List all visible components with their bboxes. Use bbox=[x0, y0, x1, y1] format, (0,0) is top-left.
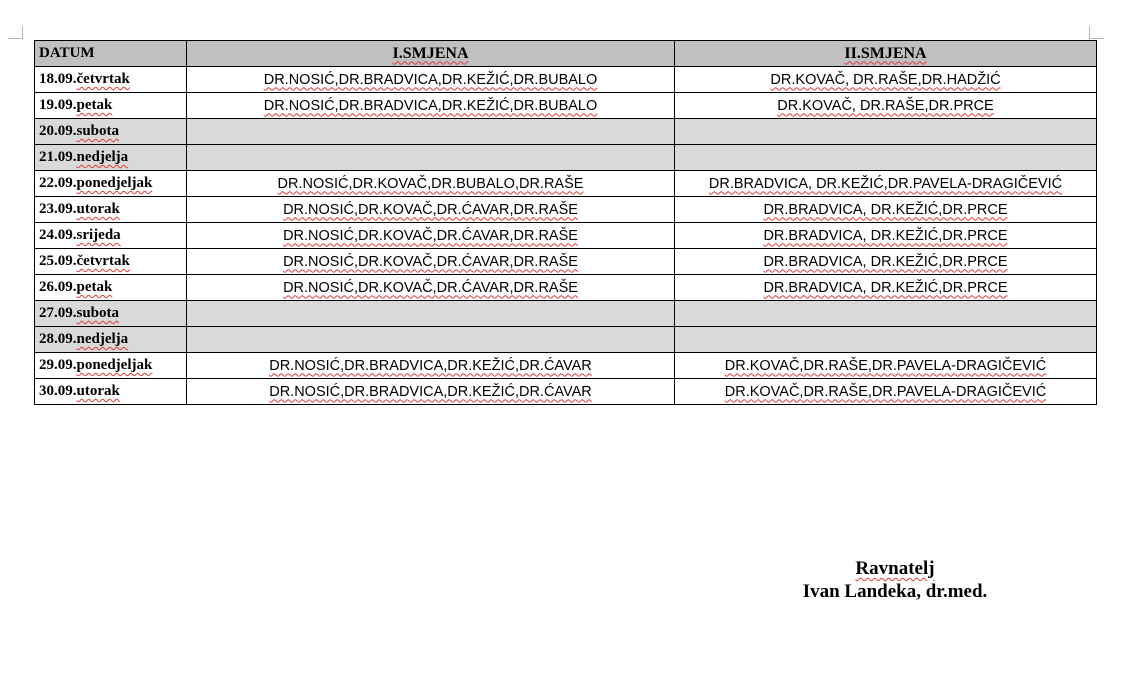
shift-1-cell bbox=[187, 249, 675, 275]
day-name: subota bbox=[76, 305, 120, 321]
shift-2-doctors: DR.KOVAČ,DR.RAŠE,DR.PAVELA-DRAGIČEVIĆ bbox=[724, 357, 1047, 374]
shift-1-cell bbox=[187, 223, 675, 249]
shift-1-doctors: DR.NOSIĆ,DR.BRADVICA,DR.KEŽIĆ,DR.BUBALO bbox=[263, 97, 598, 114]
shift-2-cell bbox=[675, 93, 1097, 119]
date-number: 18.09. bbox=[39, 71, 77, 87]
date-number: 24.09. bbox=[39, 227, 77, 243]
shift-2-cell bbox=[675, 249, 1097, 275]
shift-1-cell bbox=[187, 301, 675, 327]
day-name: petak bbox=[76, 97, 113, 113]
shift-2-doctors: DR.BRADVICA, DR.KEŽIĆ,DR.PRCE bbox=[763, 253, 1008, 270]
shift-2-doctors: DR.BRADVICA, DR.KEŽIĆ,DR.PRCE bbox=[763, 227, 1008, 244]
shift-2-doctors: DR.KOVAČ, DR.RAŠE,DR.PRCE bbox=[777, 97, 994, 114]
table-row bbox=[35, 275, 1097, 301]
shift-2-doctors: DR.KOVAČ,DR.RAŠE,DR.PAVELA-DRAGIČEVIĆ bbox=[724, 383, 1047, 400]
shift-1-cell bbox=[187, 353, 675, 379]
shift-1-doctors: DR.NOSIĆ,DR.BRADVICA,DR.KEŽIĆ,DR.BUBALO bbox=[263, 71, 598, 88]
page-corner-mark-left bbox=[8, 26, 23, 39]
date-number: 27.09. bbox=[39, 305, 77, 321]
date-cell bbox=[35, 353, 187, 379]
date-cell bbox=[35, 119, 187, 145]
header-shift-1-label: I.SMJENA bbox=[392, 44, 469, 62]
date-cell bbox=[35, 67, 187, 93]
day-name: ponedjeljak bbox=[76, 357, 153, 373]
date-cell bbox=[35, 223, 187, 249]
date-number: 30.09. bbox=[39, 383, 77, 399]
date-cell bbox=[35, 171, 187, 197]
shift-1-doctors: DR.NOSIĆ,DR.KOVAČ,DR.ĆAVAR,DR.RAŠE bbox=[283, 201, 578, 218]
table-row bbox=[35, 379, 1097, 405]
date-cell bbox=[35, 275, 187, 301]
date-number: 28.09. bbox=[39, 331, 77, 347]
signature-block bbox=[760, 557, 1030, 603]
shift-2-cell bbox=[675, 145, 1097, 171]
date-number: 29.09. bbox=[39, 357, 77, 373]
shift-1-doctors: DR.NOSIĆ,DR.KOVAČ,DR.BUBALO,DR.RAŠE bbox=[277, 175, 584, 192]
shift-2-cell bbox=[675, 197, 1097, 223]
day-name: nedjelja bbox=[76, 149, 129, 165]
shift-1-doctors: DR.NOSIĆ,DR.KOVAČ,DR.ĆAVAR,DR.RAŠE bbox=[283, 279, 578, 296]
table-row bbox=[35, 171, 1097, 197]
shift-1-cell bbox=[187, 67, 675, 93]
shift-2-cell bbox=[675, 353, 1097, 379]
shift-1-doctors: DR.NOSIĆ,DR.KOVAČ,DR.ĆAVAR,DR.RAŠE bbox=[283, 253, 578, 270]
table-row bbox=[35, 93, 1097, 119]
table-row bbox=[35, 353, 1097, 379]
shift-schedule-table bbox=[34, 40, 1097, 405]
table-row bbox=[35, 327, 1097, 353]
shift-2-cell bbox=[675, 223, 1097, 249]
table-row bbox=[35, 249, 1097, 275]
day-name: srijeda bbox=[76, 227, 121, 243]
date-number: 25.09. bbox=[39, 253, 77, 269]
shift-1-doctors: DR.NOSIĆ,DR.BRADVICA,DR.KEŽIĆ,DR.ĆAVAR bbox=[269, 383, 592, 400]
shift-2-cell bbox=[675, 275, 1097, 301]
date-cell bbox=[35, 379, 187, 405]
shift-1-cell bbox=[187, 145, 675, 171]
table-row bbox=[35, 67, 1097, 93]
date-cell bbox=[35, 301, 187, 327]
shift-1-cell bbox=[187, 171, 675, 197]
shift-1-cell bbox=[187, 275, 675, 301]
shift-1-cell bbox=[187, 197, 675, 223]
day-name: utorak bbox=[76, 201, 120, 217]
header-shift-1 bbox=[187, 41, 675, 67]
shift-2-doctors: DR.BRADVICA, DR.KEŽIĆ,DR.PRCE bbox=[763, 279, 1008, 296]
signature-title: Ravnatelj bbox=[855, 558, 935, 579]
shift-2-cell bbox=[675, 327, 1097, 353]
day-name: petak bbox=[76, 279, 113, 295]
day-name: nedjelja bbox=[76, 331, 129, 347]
header-date: DATUM bbox=[35, 41, 187, 67]
table-body bbox=[35, 67, 1097, 405]
table-row bbox=[35, 197, 1097, 223]
shift-1-cell bbox=[187, 327, 675, 353]
date-number: 21.09. bbox=[39, 149, 77, 165]
shift-2-doctors: DR.BRADVICA, DR.KEŽIĆ,DR.PAVELA-DRAGIČEVIĆ bbox=[708, 175, 1063, 192]
shift-2-cell bbox=[675, 67, 1097, 93]
day-name: utorak bbox=[76, 383, 120, 399]
table-header-row bbox=[35, 41, 1097, 67]
shift-2-cell bbox=[675, 119, 1097, 145]
date-cell bbox=[35, 197, 187, 223]
signature-name bbox=[760, 580, 1030, 603]
shift-2-cell bbox=[675, 301, 1097, 327]
date-number: 22.09. bbox=[39, 175, 77, 191]
shift-1-cell bbox=[187, 93, 675, 119]
table-row bbox=[35, 301, 1097, 327]
day-name: četvrtak bbox=[76, 71, 130, 87]
shift-1-cell bbox=[187, 379, 675, 405]
shift-2-cell bbox=[675, 171, 1097, 197]
table-row bbox=[35, 145, 1097, 171]
page-corner-mark-right bbox=[1089, 26, 1104, 39]
date-number: 26.09. bbox=[39, 279, 77, 295]
date-cell bbox=[35, 93, 187, 119]
date-number: 19.09. bbox=[39, 97, 77, 113]
day-name: četvrtak bbox=[76, 253, 130, 269]
day-name: subota bbox=[76, 123, 120, 139]
date-number: 23.09. bbox=[39, 201, 77, 217]
day-name: ponedjeljak bbox=[76, 175, 153, 191]
shift-1-cell bbox=[187, 119, 675, 145]
header-shift-2 bbox=[675, 41, 1097, 67]
shift-1-doctors: DR.NOSIĆ,DR.BRADVICA,DR.KEŽIĆ,DR.ĆAVAR bbox=[269, 357, 592, 374]
date-cell bbox=[35, 327, 187, 353]
signature-name-text: Ivan Landeka, dr.med. bbox=[802, 581, 988, 602]
table-row bbox=[35, 223, 1097, 249]
header-shift-2-label: II.SMJENA bbox=[844, 44, 927, 62]
shift-2-cell bbox=[675, 379, 1097, 405]
shift-1-doctors: DR.NOSIĆ,DR.KOVAČ,DR.ĆAVAR,DR.RAŠE bbox=[283, 227, 578, 244]
shift-2-doctors: DR.KOVAČ, DR.RAŠE,DR.HADŽIĆ bbox=[770, 71, 1001, 88]
date-number: 20.09. bbox=[39, 123, 77, 139]
date-cell bbox=[35, 145, 187, 171]
shift-2-doctors: DR.BRADVICA, DR.KEŽIĆ,DR.PRCE bbox=[763, 201, 1008, 218]
date-cell bbox=[35, 249, 187, 275]
table-row bbox=[35, 119, 1097, 145]
